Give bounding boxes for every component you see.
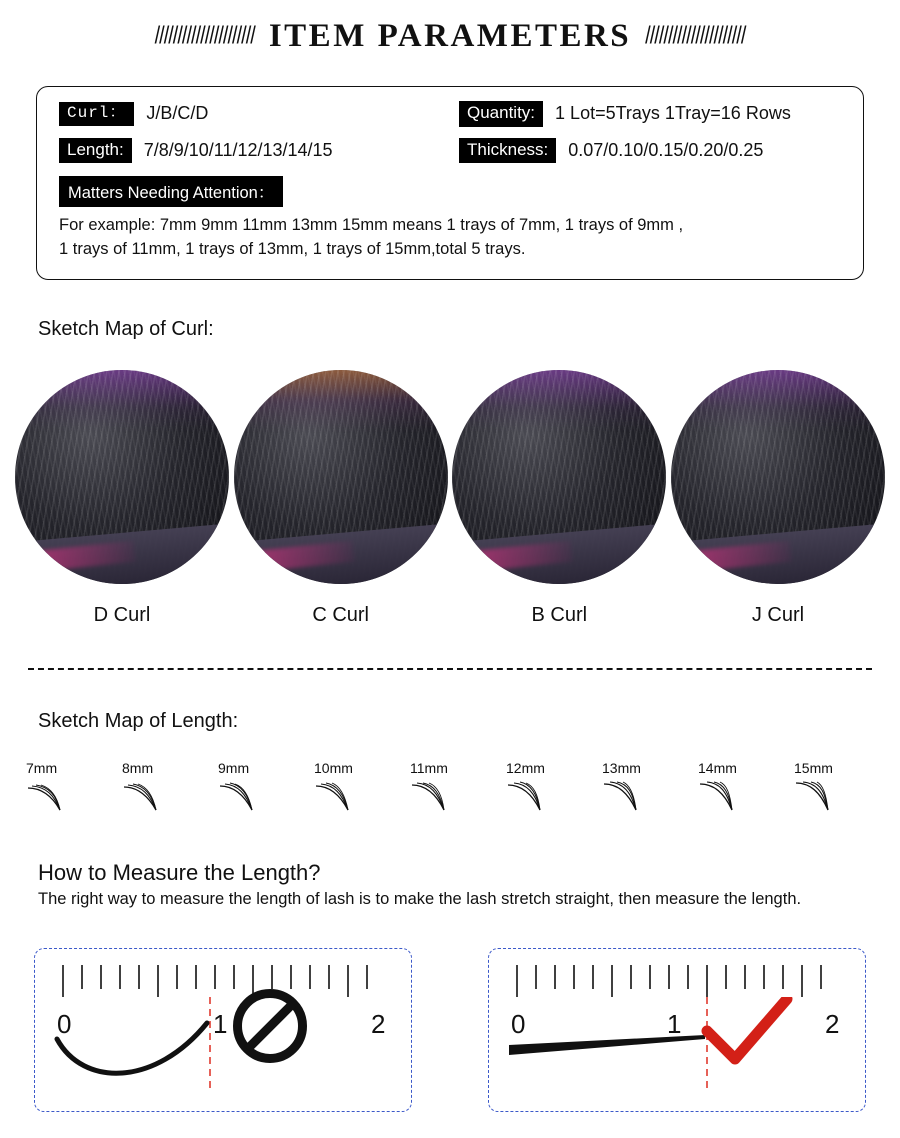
length-label-7: 14mm [698,760,737,776]
curl-label-2: B Curl [531,604,588,626]
quantity-label: Quantity: [459,101,543,127]
length-label: Length: [59,138,132,164]
curl-gallery [14,370,886,627]
thickness-value: 0.07/0.10/0.15/0.20/0.25 [568,140,764,161]
length-value: 7/8/9/10/11/12/13/14/15 [143,140,333,161]
length-label-2: 9mm [218,760,250,776]
attention-line-2: 1 trays of 11mm, 1 trays of 13mm, 1 trays of 15mm,total 5 trays. [59,239,526,258]
length-item [218,760,306,819]
length-item [122,760,210,819]
page-title: ITEM PARAMETERS [268,17,632,54]
param-thickness [459,138,763,164]
no-entry-sign-icon [233,989,307,1063]
correct-measurement-panel [488,948,866,1112]
length-label-5: 12mm [506,760,545,776]
ruler-tick-0: 0 [511,1009,526,1039]
page-header [0,0,900,72]
attention-line-1: For example: 7mm 9mm 11mm 13mm 15mm means 1 trays of 7mm, 1 trays of 9mm , [59,216,684,235]
length-item [26,760,114,819]
section-divider [28,668,872,670]
measure-section-title: How to Measure the Length? [38,860,321,885]
ruler-tick-1: 1 [213,1009,228,1039]
curl-item [451,370,667,627]
curl-value: J/B/C/D [146,103,209,124]
lash-sketch-icon [602,780,672,814]
param-curl [59,102,459,127]
length-item [602,760,690,819]
lash-sketch-icon [26,780,96,814]
check-mark-icon [701,997,793,1069]
ruler-tick-2: 2 [371,1009,386,1039]
quantity-value: 1 Lot=5Trays 1Tray=16 Rows [555,103,791,124]
length-label-8: 15mm [794,760,833,776]
param-row-curl-quantity [59,101,841,127]
lash-sketch-icon [410,780,480,814]
attention-label: Matters Needing Attention： [59,176,283,207]
length-item [506,760,594,819]
thickness-label: Thickness: [459,138,556,164]
lash-sketch-icon [314,780,384,814]
ruler-tick-1: 1 [667,1009,682,1039]
length-label-1: 8mm [122,760,154,776]
lash-sketch-icon [218,780,288,814]
length-item [410,760,498,819]
hatch-left-decoration: ////////////////////// [154,21,255,50]
curl-item [670,370,886,627]
curl-photo-c [234,370,448,584]
measure-note: The right way to measure the length of lash is to make the lash stretch straight, then measure the length. [38,890,802,908]
wrong-measurement-panel [34,948,412,1112]
hatch-right-decoration: ////////////////////// [645,21,746,50]
curl-label: Curl： [59,102,134,127]
curl-photo-b [452,370,666,584]
param-quantity [459,101,791,127]
length-item [314,760,402,819]
length-item [794,760,882,819]
curl-label-0: D Curl [93,604,151,626]
curl-item [233,370,449,627]
length-label-6: 13mm [602,760,641,776]
curl-photo-d [15,370,229,584]
length-label-4: 11mm [410,760,448,776]
lash-sketch-icon [506,780,576,814]
param-length [59,138,459,164]
ruler-tick-0: 0 [57,1009,72,1039]
parameters-box [36,86,864,280]
length-label-3: 10mm [314,760,353,776]
attention-block [59,174,841,261]
curl-photo-j [671,370,885,584]
length-gallery [26,760,882,819]
lash-sketch-icon [122,780,192,814]
curl-label-3: J Curl [751,604,805,626]
curl-label-1: C Curl [312,604,369,626]
param-row-length-thickness [59,138,841,164]
length-label-0: 7mm [26,760,58,776]
ruler-tick-2: 2 [825,1009,840,1039]
curl-item [14,370,230,627]
ruler-comparison [34,948,866,1112]
lash-sketch-icon [794,780,864,814]
lash-sketch-icon [698,780,768,814]
curl-section-title: Sketch Map of Curl: [38,318,214,340]
length-item [698,760,786,819]
length-section-title: Sketch Map of Length: [38,710,239,732]
